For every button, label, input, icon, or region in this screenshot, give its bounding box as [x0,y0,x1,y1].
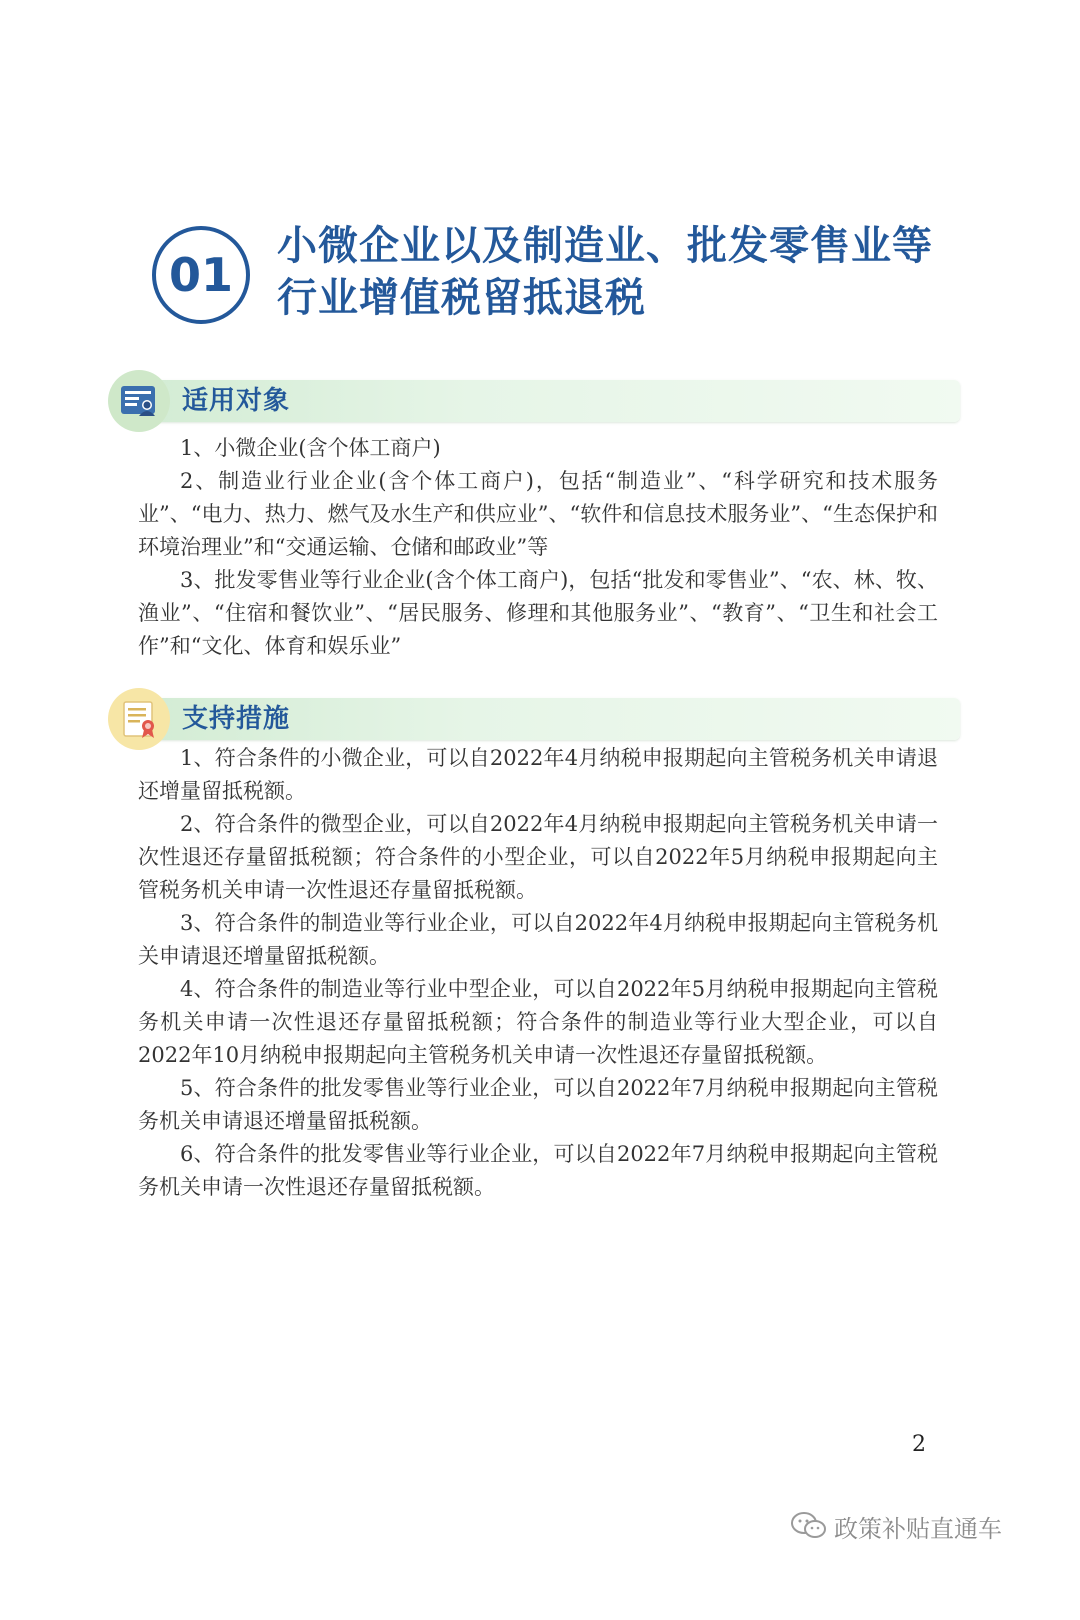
section-icon-badge [108,688,170,750]
paragraph: 3、符合条件的制造业等行业企业，可以自2022年4月纳税申报期起向主管税务机关申请退还增量留抵税额。 [138,911,938,968]
paragraph: 2、制造业行业企业(含个体工商户)，包括“制造业”、“科学研究和技术服务业”、“电力、热力、燃气及水生产和供应业”、“软件和信息技术服务业”、“生态保护和环境治理业”和“交通运输、仓储和邮政业”等 [138,469,938,559]
wechat-icon [790,1511,828,1541]
section-header-applicable [108,370,964,432]
section-icon-badge [108,370,170,432]
paragraph: 2、符合条件的微型企业，可以自2022年4月纳税申报期起向主管税务机关申请一次性退还存量留抵税额；符合条件的小型企业，可以自2022年5月纳税申报期起向主管税务机关申请一次性退还存量留抵税额。 [138,812,938,902]
paragraph: 4、符合条件的制造业等行业中型企业，可以自2022年5月纳税申报期起向主管税务机关申请一次性退还存量留抵税额；符合条件的制造业等行业大型企业，可以自2022年10月纳税申报期起向主管税务机关申请一次性退还存量留抵税额。 [138,977,938,1067]
paragraph: 1、符合条件的小微企业，可以自2022年4月纳税申报期起向主管税务机关申请退还增量留抵税额。 [138,746,938,803]
paragraph: 1、小微企业(含个体工商户) [180,436,441,460]
chapter-number: 01 [152,226,250,324]
section-title: 适用对象 [182,386,291,416]
chapter-title [277,220,957,324]
section-content-support [138,742,938,1204]
chapter-title-line-2: 行业增值税留抵退税 [277,275,646,321]
paragraph: 5、符合条件的批发零售业等行业企业，可以自2022年7月纳税申报期起向主管税务机关申请退还增量留抵税额。 [138,1076,938,1133]
chapter-title-line-1: 小微企业以及制造业、批发零售业等 [277,223,933,269]
paragraph: 6、符合条件的批发零售业等行业企业，可以自2022年7月纳税申报期起向主管税务机关申请一次性退还存量留抵税额。 [138,1142,938,1199]
section-header-support [108,688,964,750]
watermark [790,1506,1002,1546]
section-title: 支持措施 [182,704,291,734]
paragraph: 3、批发零售业等行业企业(含个体工商户)，包括“批发和零售业”、“农、林、牧、渔业”、“住宿和餐饮业”、“居民服务、修理和其他服务业”、“教育”、“卫生和社会工作”和“文化、体育和娱乐业” [138,568,938,658]
chapter-heading [152,220,952,330]
certificate-icon [118,698,160,740]
id-card-icon [118,380,160,422]
section-content-applicable [138,432,938,663]
watermark-text: 政策补贴直通车 [834,1514,1002,1543]
page-number: 2 [912,1432,926,1457]
